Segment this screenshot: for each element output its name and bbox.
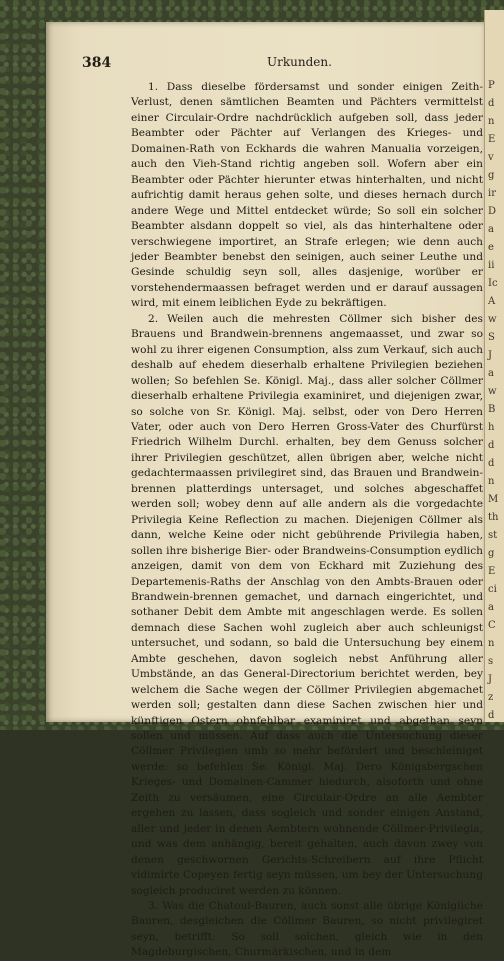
facing-page-fragment: d xyxy=(488,98,495,109)
facing-page-fragment: a xyxy=(488,602,494,613)
facing-page-fragment: ci xyxy=(488,584,497,595)
facing-page-fragment: ii xyxy=(488,260,495,271)
facing-page-fragment: z xyxy=(488,692,494,703)
facing-page-fragment: a xyxy=(488,224,494,235)
facing-page-fragment: h xyxy=(488,422,495,433)
facing-page-fragment: d xyxy=(488,440,495,451)
facing-page-fragment: D xyxy=(488,206,497,217)
facing-page-fragment: n xyxy=(488,116,495,127)
facing-page-fragment: n xyxy=(488,638,495,649)
facing-page-fragment: J xyxy=(488,674,493,685)
facing-page-fragment: g xyxy=(488,170,495,181)
facing-page-fragment: P xyxy=(488,80,495,91)
running-title: Urkunden. xyxy=(267,55,332,69)
facing-page-fragment: M xyxy=(488,494,499,505)
facing-page-fragment: d xyxy=(488,710,495,721)
facing-page-fragment: B xyxy=(488,404,496,415)
facing-page-fragment: s xyxy=(488,656,494,667)
paragraph-2: 2. Weilen auch die mehresten Cöllmer sich bisher des Brauens und Brandwein-brennens angemaasset, und zwar so wohl zu ihrer eigenen Consumption, alss zum Verkauf, sich auch deshalb auf ehedem dieserhalb erhaltene Privilegien beziehen wollen; So befehlen Se. Königl. Maj., dass aller solcher Cöllmer dieserhalb erhaltene Privilegia examiniret, und diejenigen zwar, so solche von Sr. Königl. Maj. selbst, oder von Dero Herren Vater, oder auch von Dero Herren Gross-Vater des Churfürst Friedrich Wilhelm Durchl. erhalten, bey dem Genuss solcher ihrer Privilegien geschützet, allen übrigen aber, welche nicht gedachtermaassen privilegiret sind, das Brauen und Brandwein-brennen platterdings untersaget, und solches abgeschaffet werden soll; wobey denn auf alle andern als die vorgedachte Privilegia Keine Reflection zu machen. Diejenigen Cöllmer als dann, welche Keine oder nicht gebührende Privilegia haben, sollen ihre bisherige Bier- oder Brandweins-Consumption eydlich anzeigen, damit von dem von Eckhard mit Zuziehung des Departemenis-Raths der Anschlag von den Ambts-Brauen oder Brandwein-brennen gemachet, und darnach eingerichtet, und sothaner Debit dem Ambte mit angeschlagen werde. Es sollen demnach diese Sachen wohl zugleich aber auch schleunigst untersuchet, und sodann, so bald die Untersuchung bey einem Ambte geschehen, davon sogleich nebst Anführung aller Umbstände, an das General-Directorium berichtet werden, bey welchem die Sache wegen der Cöllmer Privilegien abgemachet werden soll; gestalten dann diese Sachen zwischen hier und künftigen Ostern ohnfehlbar examiniret und abgethan seyn sollen und müssen. Auf dass auch die Untersuchung dieser Cöllmer Privilegien umb so mehr befördert und beschleiniget werde: so befehlen Se. Königl. Maj. Dero Königsbergschen Krieges- und Domainen-Cammer hiedurch, alsoforth und ohne Zeith zu versäumen, eine Circulair-Ordre an alle Aembter ergehen zu lassen, dass sogleich und sonder einigen Anstand, aller und jeder in denen Aembtern wohnende Cöllmer-Privilegia, und was dem anhängig, bereit gehalten, auch davon zwey von denen geschwornen Gerichts-Schreibern auf ihre Pflicht vidimirte Copeyen fertig seyn müssen, um bey der Untersuchung sogleich produciret werden zu können. xyxy=(131,312,483,897)
facing-page-fragment: S xyxy=(488,332,495,343)
facing-page-fragment: th xyxy=(488,512,499,523)
facing-page-fragment: E xyxy=(488,134,496,145)
facing-page-fragment: J xyxy=(488,350,493,361)
facing-page-fragment: E xyxy=(488,566,496,577)
facing-page-fragment: st xyxy=(488,530,498,541)
paragraph-3: 3. Was die Chatoul-Bauren, auch sonst alle übrige Königliche Bauren, desgleichen die Cöllmer Bauren, so nicht privilegiret seyn, betrifft: So soll solchen, gleich wie in den Magdeburgischen, Churmärkischen, und in dem xyxy=(131,900,483,959)
facing-page-edge xyxy=(484,10,504,722)
facing-page-fragment: C xyxy=(488,620,496,631)
page-number: 384 xyxy=(82,55,112,71)
facing-page-fragment: A xyxy=(488,296,496,307)
page-header xyxy=(82,55,477,71)
facing-page-fragment: Ic xyxy=(488,278,498,289)
paragraph-1: 1. Dass dieselbe fördersamst und sonder einigen Zeith-Verlust, denen sämtlichen Beamten und Pächters vermittelst einer Circulair-Ordre nachdrücklich aufgeben soll, dass jeder Beambter oder Pächter auf Verlangen des Krieges- und Domainen-Rath von Eckhards die wahren Manualia vorzeigen, auch den Vieh-Stand richtig angeben soll. Wofern aber ein Beambter oder Pächter hierunter etwas hinterhalten, und nicht aufrichtig damit heraus gehen solte, und dieses hernach durch andere Wege und Mittel entdecket würde; So soll ein solcher Beambter alsdann doppelt so viel, als das hinterhaltene oder verschwiegene importiret, an Strafe erlegen; wie denn auch jeder Beambter benebst den seinigen, auch seiner Leuthe und Gesinde schuldig seyn soll, alles dasjenige, worüber er vorstehendermaassen befraget werden und er darauf aussagen wird, mit einem leiblichen Eyde zu bekräftigen. xyxy=(131,81,483,310)
facing-page-fragment: n xyxy=(488,476,495,487)
body-text xyxy=(131,80,483,961)
facing-page-fragment: w xyxy=(488,386,497,397)
facing-page-fragment: g xyxy=(488,548,495,559)
facing-page-fragment: v xyxy=(488,152,494,163)
facing-page-fragment: e xyxy=(488,242,494,253)
facing-page-fragment: ir xyxy=(488,188,496,199)
facing-page-fragment: a xyxy=(488,368,494,379)
facing-page-fragment: w xyxy=(488,314,497,325)
facing-page-fragment: d xyxy=(488,458,495,469)
